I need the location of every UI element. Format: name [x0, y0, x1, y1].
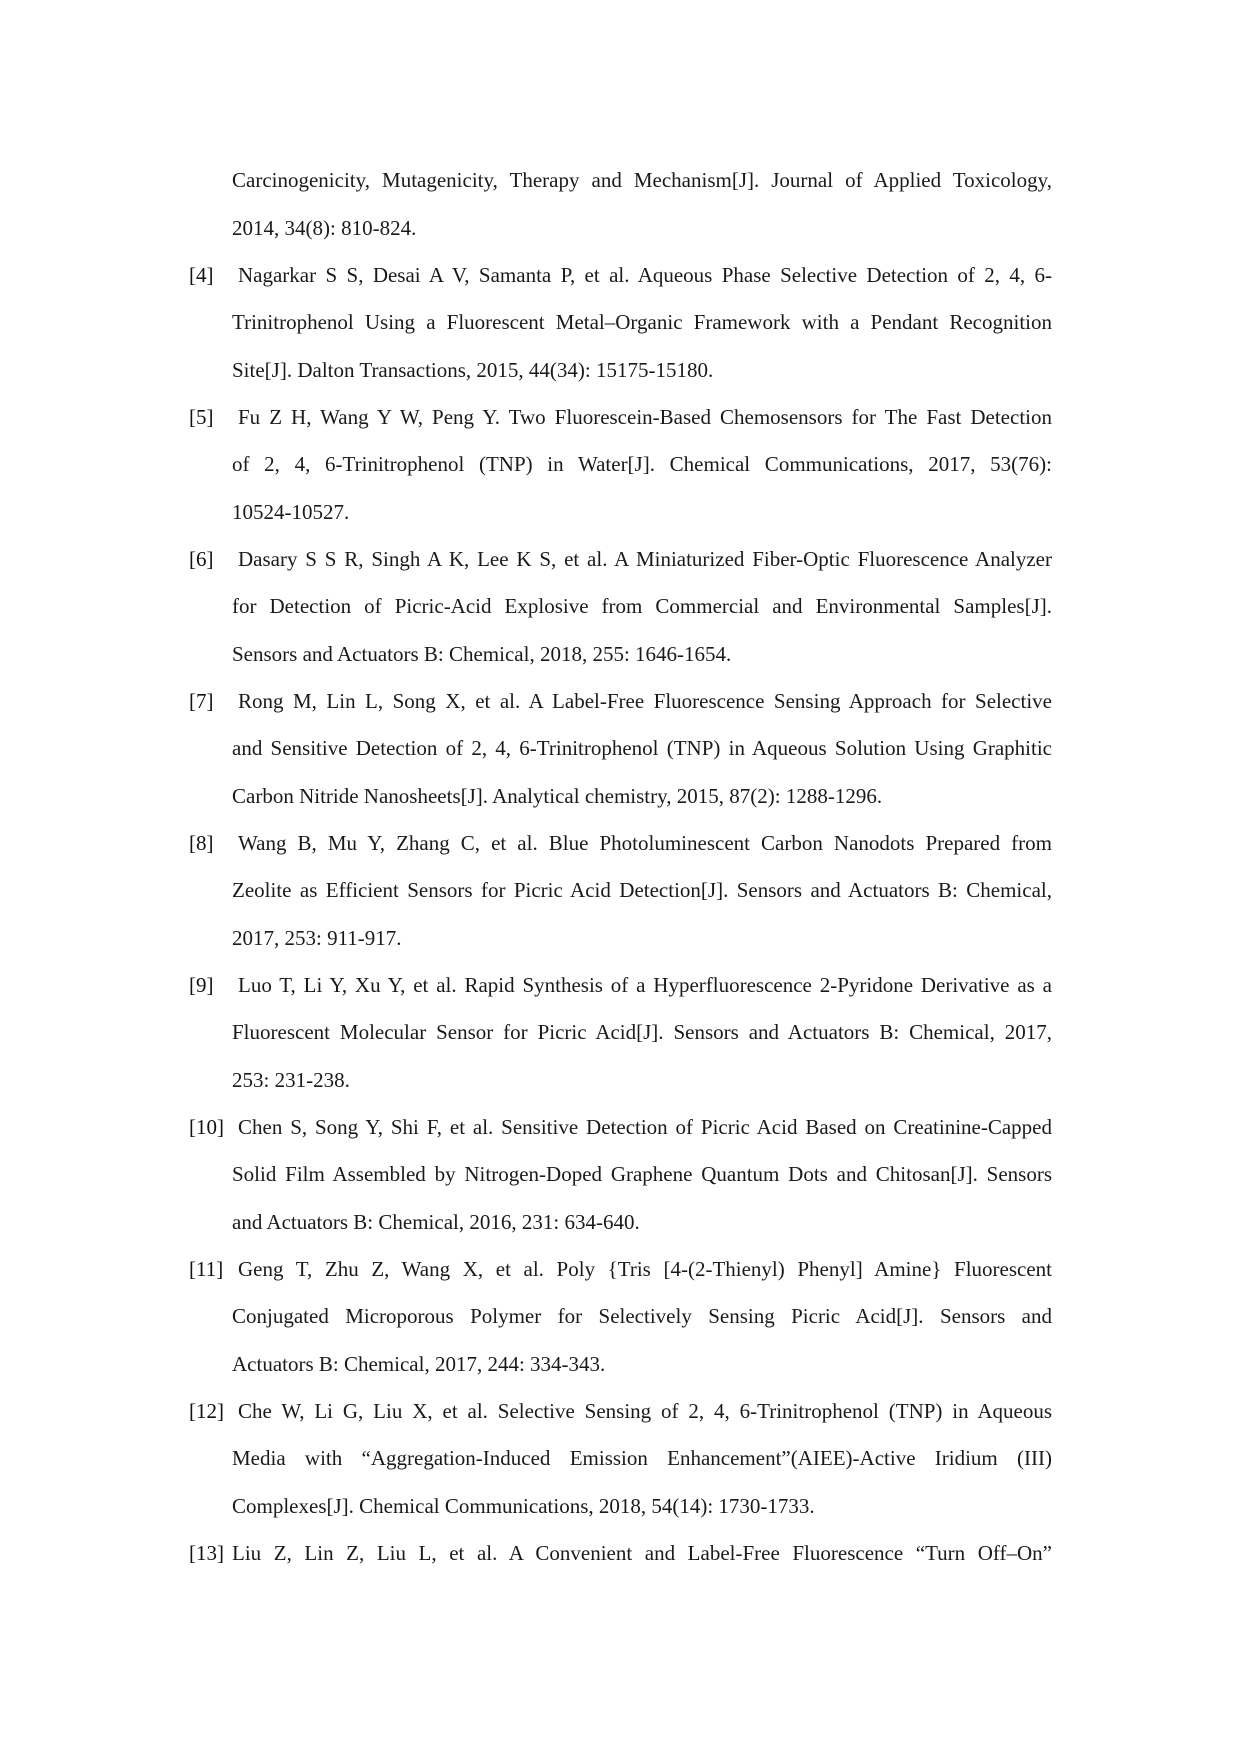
reference-12-line-1: Che W, Li G, Liu X, et al. Selective Sensing of 2, 4, 6-Trinitrophenol (TNP) in Aqueous — [238, 1399, 1052, 1423]
reference-3-line-2: 2014, 34(8): 810-824. — [232, 216, 417, 240]
reference-5-line-2: of 2, 4, 6-Trinitrophenol (TNP) in Water[J]. Chemical Communications, 2017, 53(76): — [232, 452, 1052, 476]
reference-label-7: [7] — [189, 689, 214, 713]
reference-11-line-2: Conjugated Microporous Polymer for Selectively Sensing Picric Acid[J]. Sensors and — [232, 1304, 1052, 1328]
reference-12-line-2: Media with “Aggregation-Induced Emission Enhancement”(AIEE)-Active Iridium (III) — [232, 1446, 1052, 1470]
reference-label-12: [12] — [189, 1399, 224, 1423]
reference-5-line-1: Fu Z H, Wang Y W, Peng Y. Two Fluorescein-Based Chemosensors for The Fast Detection — [238, 405, 1052, 429]
reference-5-line-3: 10524-10527. — [232, 500, 350, 524]
reference-9-line-3: 253: 231-238. — [232, 1068, 350, 1092]
reference-13-line-1: Liu Z, Lin Z, Liu L, et al. A Convenient and Label-Free Fluorescence “Turn Off–On” — [232, 1541, 1052, 1565]
reference-3-line-1: Carcinogenicity, Mutagenicity, Therapy and Mechanism[J]. Journal of Applied Toxicology, — [232, 168, 1052, 192]
reference-label-11: [11] — [189, 1257, 224, 1281]
reference-4-line-3: Site[J]. Dalton Transactions, 2015, 44(34): 15175-15180. — [232, 358, 714, 382]
reference-6-line-3: Sensors and Actuators B: Chemical, 2018, 255: 1646-1654. — [232, 642, 732, 666]
reference-7-line-3: Carbon Nitride Nanosheets[J]. Analytical chemistry, 2015, 87(2): 1288-1296. — [232, 784, 883, 808]
reference-7-line-1: Rong M, Lin L, Song X, et al. A Label-Free Fluorescence Sensing Approach for Selective — [238, 689, 1052, 713]
reference-label-13: [13] — [189, 1541, 224, 1565]
reference-4-line-1: Nagarkar S S, Desai A V, Samanta P, et al. Aqueous Phase Selective Detection of 2, 4, 6- — [238, 263, 1052, 287]
reference-8-line-2: Zeolite as Efficient Sensors for Picric Acid Detection[J]. Sensors and Actuators B: Chemical, — [232, 878, 1052, 902]
reference-6-line-2: for Detection of Picric-Acid Explosive from Commercial and Environmental Samples[J]. — [232, 594, 1052, 618]
reference-8-line-1: Wang B, Mu Y, Zhang C, et al. Blue Photoluminescent Carbon Nanodots Prepared from — [238, 831, 1052, 855]
reference-6-line-1: Dasary S S R, Singh A K, Lee K S, et al. A Miniaturized Fiber-Optic Fluorescence Analyzer — [238, 547, 1052, 571]
reference-8-line-3: 2017, 253: 911-917. — [232, 926, 402, 950]
reference-label-4: [4] — [189, 263, 214, 287]
reference-4-line-2: Trinitrophenol Using a Fluorescent Metal–Organic Framework with a Pendant Recognition — [232, 310, 1052, 334]
reference-label-6: [6] — [189, 547, 214, 571]
reference-12-line-3: Complexes[J]. Chemical Communications, 2018, 54(14): 1730-1733. — [232, 1494, 815, 1518]
reference-label-5: [5] — [189, 405, 214, 429]
reference-10-line-1: Chen S, Song Y, Shi F, et al. Sensitive Detection of Picric Acid Based on Creatinine-Capped — [238, 1115, 1052, 1139]
reference-label-9: [9] — [189, 973, 214, 997]
reference-7-line-2: and Sensitive Detection of 2, 4, 6-Trinitrophenol (TNP) in Aqueous Solution Using Graphitic — [232, 736, 1052, 760]
reference-10-line-2: Solid Film Assembled by Nitrogen-Doped Graphene Quantum Dots and Chitosan[J]. Sensors — [232, 1162, 1052, 1186]
reference-11-line-3: Actuators B: Chemical, 2017, 244: 334-343. — [232, 1352, 606, 1376]
reference-9-line-1: Luo T, Li Y, Xu Y, et al. Rapid Synthesis of a Hyperfluorescence 2-Pyridone Derivative as a — [238, 973, 1052, 997]
reference-11-line-1: Geng T, Zhu Z, Wang X, et al. Poly {Tris [4-(2-Thienyl) Phenyl] Amine} Fluorescent — [238, 1257, 1052, 1281]
reference-9-line-2: Fluorescent Molecular Sensor for Picric Acid[J]. Sensors and Actuators B: Chemical, 2017, — [232, 1020, 1052, 1044]
reference-label-8: [8] — [189, 831, 214, 855]
reference-10-line-3: and Actuators B: Chemical, 2016, 231: 634-640. — [232, 1210, 640, 1234]
reference-label-10: [10] — [189, 1115, 224, 1139]
